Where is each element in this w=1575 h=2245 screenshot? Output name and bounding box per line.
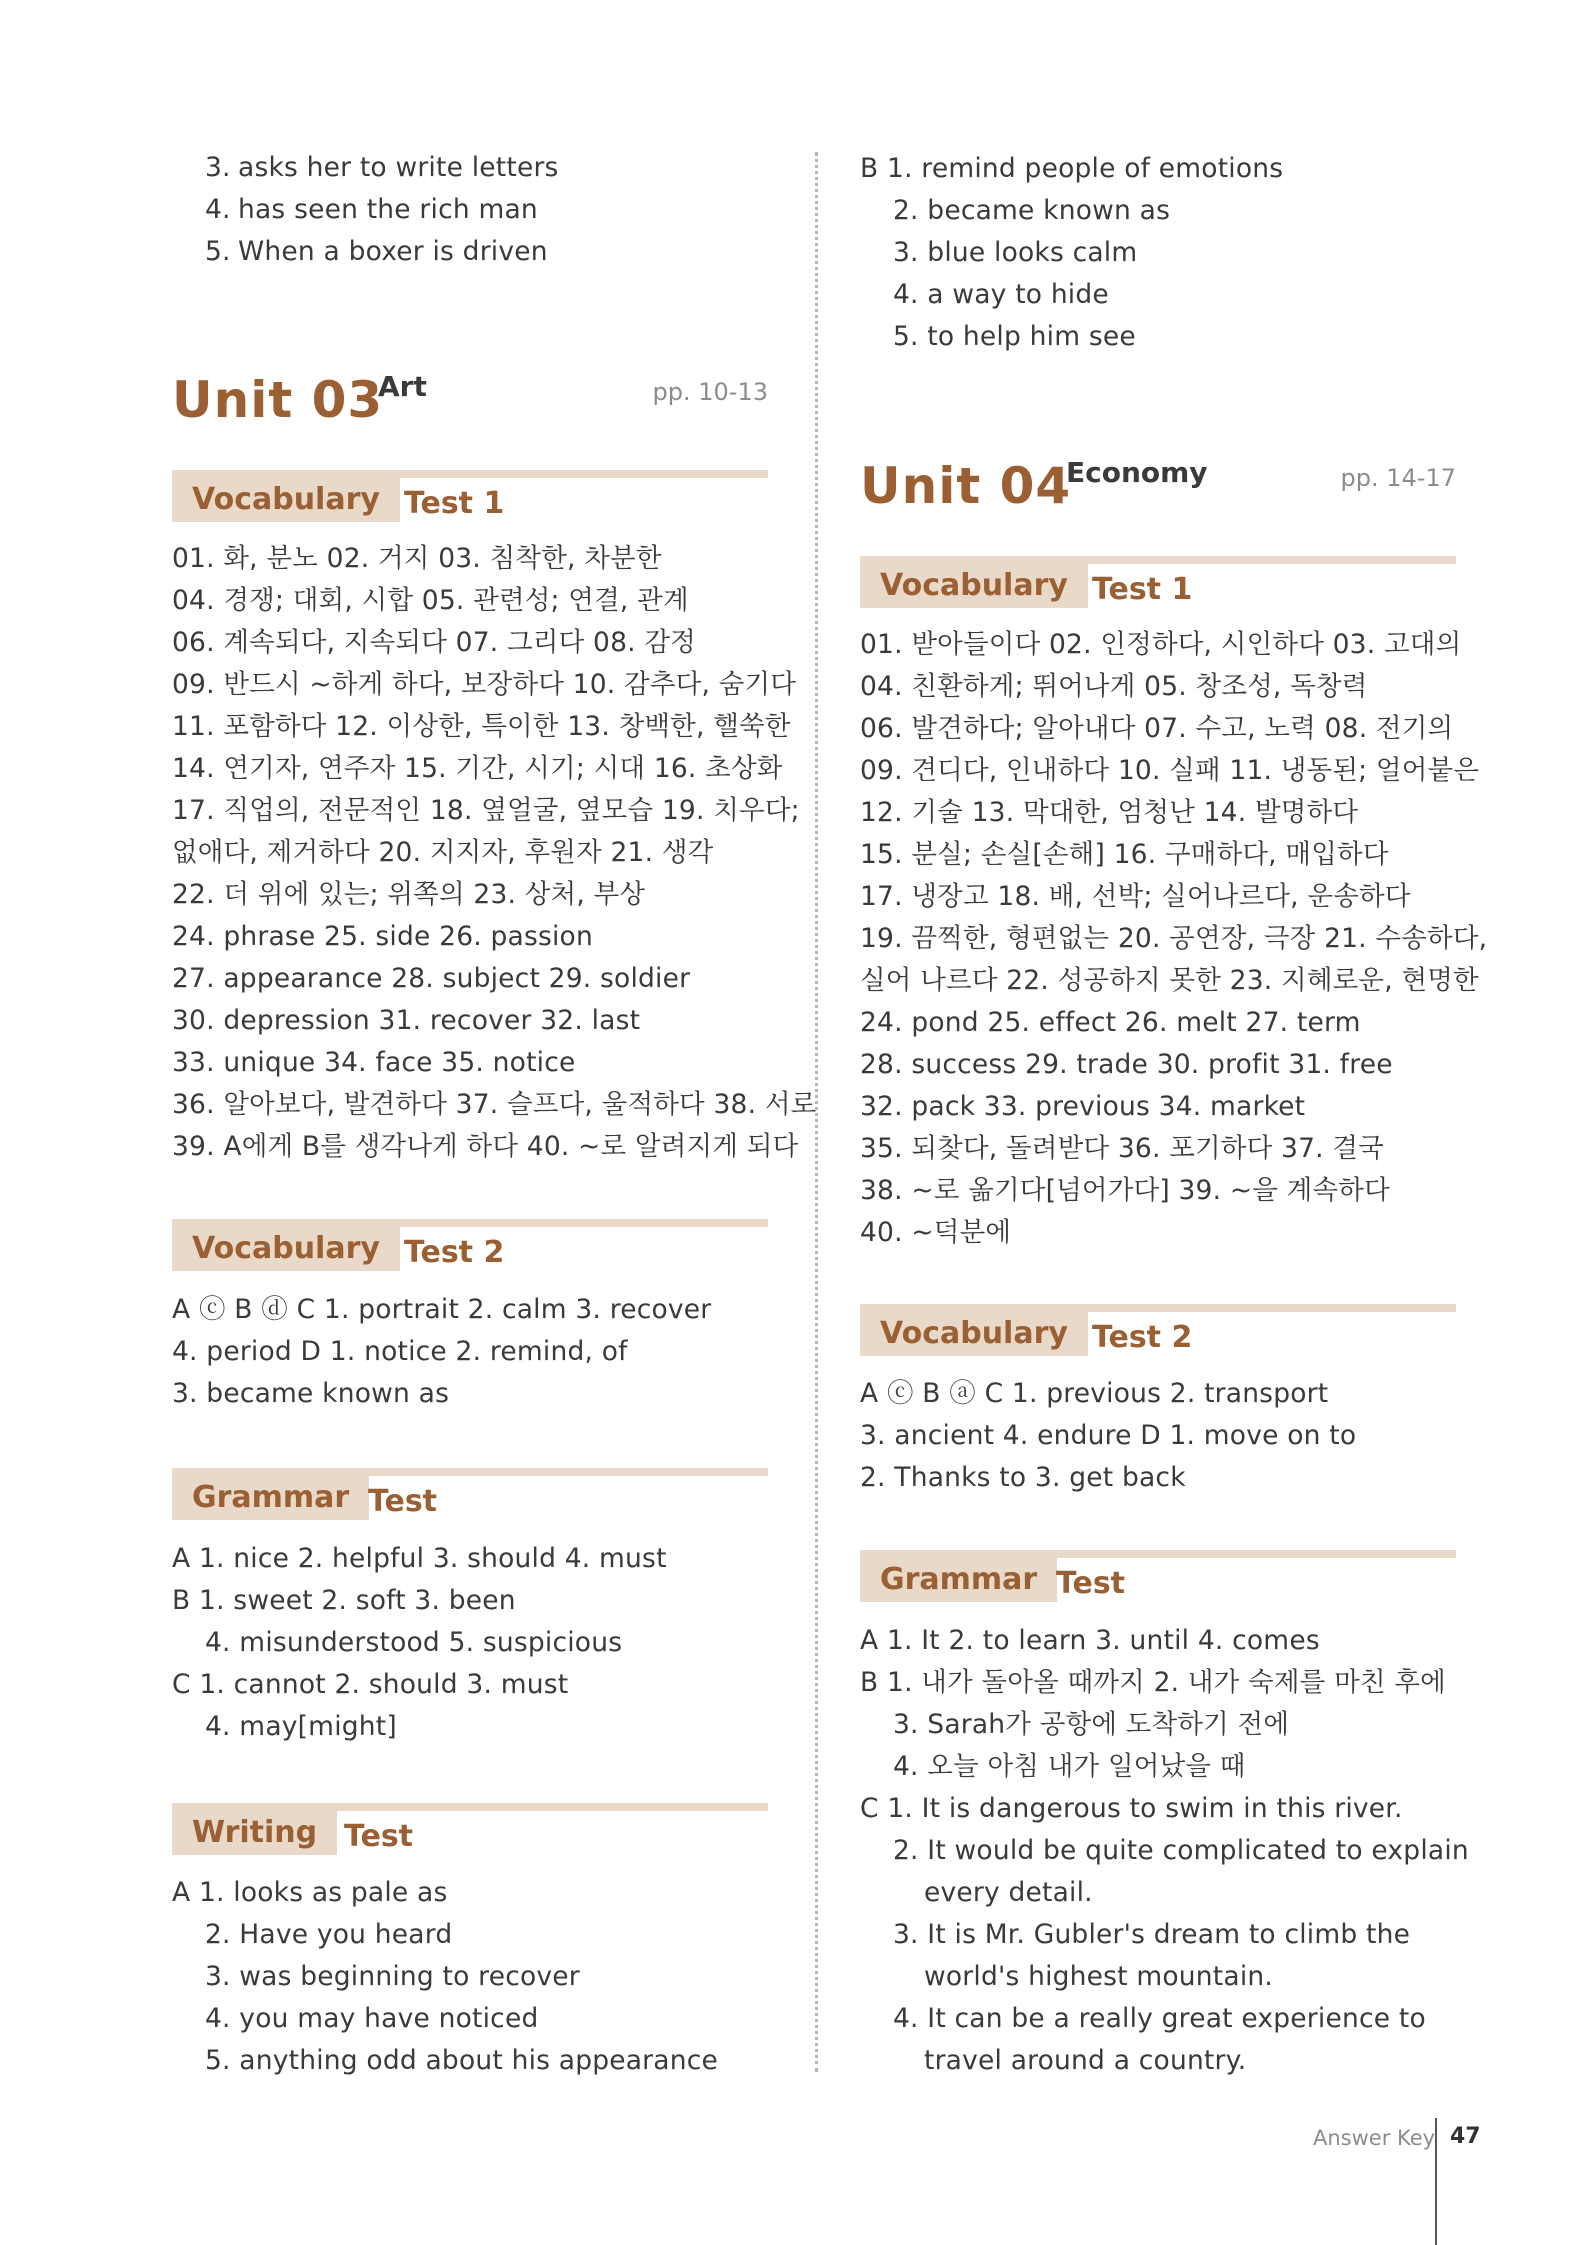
unit-topic: Art [378, 370, 427, 403]
section-header-vocabulary-test-2 [860, 1304, 1456, 1360]
answer-line: 11. 포함하다 12. 이상한, 특이한 13. 창백한, 핼쑥한 [172, 711, 791, 742]
answer-line: 3. became known as [172, 1378, 450, 1409]
answer-line: B 1. sweet 2. soft 3. been [172, 1585, 516, 1616]
section-bar [172, 470, 768, 478]
answer-line: 01. 받아들이다 02. 인정하다, 시인하다 03. 고대의 [860, 629, 1462, 660]
section-tab: Vocabulary [860, 564, 1088, 608]
answer-line: 2. Thanks to 3. get back [860, 1462, 1186, 1493]
unit-title: Unit 03 [172, 371, 384, 429]
answer-line: travel around a country. [924, 2045, 1247, 2076]
answer-line: 4. It can be a really great experience to [893, 2003, 1426, 2034]
answer-line: B 1. 내가 돌아올 때까지 2. 내가 숙제를 마친 후에 [860, 1667, 1446, 1698]
answer-line: 04. 경쟁; 대회, 시합 05. 관련성; 연결, 관계 [172, 585, 689, 616]
answer-line: 2. Have you heard [205, 1919, 453, 1950]
answer-line: 2. It would be quite complicated to explain [893, 1835, 1469, 1866]
answer-line: asks her to write letters [238, 152, 559, 183]
answer-line: 3. Sarah가 공항에 도착하기 전에 [893, 1709, 1290, 1740]
answer-line: 12. 기술 13. 막대한, 엄청난 14. 발명하다 [860, 797, 1359, 828]
answer-line: 09. 견디다, 인내하다 10. 실패 11. 냉동된; 얼어붙은 [860, 755, 1480, 786]
unit-topic: Economy [1066, 456, 1208, 489]
answer-line: 04. 친환하게; 뛰어나게 05. 창조성, 독창력 [860, 671, 1368, 702]
section-bar [172, 1803, 768, 1811]
answer-line: 5. [205, 236, 231, 267]
answer-line: has seen the rich man [238, 194, 538, 225]
answer-line: 4. you may have noticed [205, 2003, 539, 2034]
answer-line: 39. A에게 B를 생각나게 하다 40. ~로 알려지게 되다 [172, 1131, 799, 1162]
answer-line: 4. misunderstood 5. suspicious [205, 1627, 623, 1658]
section-tab: Grammar [860, 1558, 1057, 1602]
answer-line: 33. unique 34. face 35. notice [172, 1047, 576, 1078]
column-divider [815, 152, 818, 2072]
unit-header [172, 368, 768, 438]
answer-line: 4. [205, 194, 231, 225]
answer-line: 30. depression 31. recover 32. last [172, 1005, 641, 1036]
answer-line: 27. appearance 28. subject 29. soldier [172, 963, 691, 994]
answer-line: A 1. nice 2. helpful 3. should 4. must [172, 1543, 667, 1574]
footer-divider [1435, 2118, 1437, 2245]
section-header-grammar-test [860, 1550, 1456, 1606]
unit-pages: pp. 14-17 [1340, 464, 1456, 492]
section-test-label: Test 2 [1092, 1320, 1193, 1355]
answer-line: B 1. remind people of emotions [860, 153, 1284, 184]
section-tab: Vocabulary [172, 1227, 400, 1271]
answer-line: C 1. cannot 2. should 3. must [172, 1669, 569, 1700]
answer-line: 5. to help him see [893, 321, 1136, 352]
section-bar [860, 1550, 1456, 1558]
answer-line: 17. 직업의, 전문적인 18. 옆얼굴, 옆모습 19. 치우다; [172, 795, 800, 826]
answer-line: 2. became known as [893, 195, 1171, 226]
answer-line: 22. 더 위에 있는; 위쪽의 23. 상처, 부상 [172, 879, 646, 910]
answer-line: 4. may[might] [205, 1711, 397, 1742]
answer-line: 01. 화, 분노 02. 거지 03. 침착한, 차분한 [172, 543, 662, 574]
section-tab: Vocabulary [860, 1312, 1088, 1356]
answer-line: 3. blue looks calm [893, 237, 1138, 268]
unit-header [860, 454, 1456, 524]
answer-line: 4. period D 1. notice 2. remind, of [172, 1336, 628, 1367]
section-test-label: Test [368, 1484, 438, 1519]
answer-line: 없애다, 제거하다 20. 지지자, 후원자 21. 생각 [172, 837, 714, 868]
section-test-label: Test 1 [404, 486, 505, 521]
unit-pages: pp. 10-13 [652, 378, 768, 406]
answer-line: 28. success 29. trade 30. profit 31. free [860, 1049, 1393, 1080]
answer-line: 4. a way to hide [893, 279, 1109, 310]
answer-line: 5. anything odd about his appearance [205, 2045, 718, 2076]
page-number: 47 [1450, 2124, 1481, 2149]
answer-line: 17. 냉장고 18. 배, 선박; 실어나르다, 운송하다 [860, 881, 1411, 912]
section-test-label: Test 1 [1092, 572, 1193, 607]
answer-line: 09. 반드시 ~하게 하다, 보장하다 10. 감추다, 숨기다 [172, 669, 797, 700]
answer-line: 38. ~로 옮기다[넘어가다] 39. ~을 계속하다 [860, 1175, 1390, 1206]
section-test-label: Test [344, 1819, 414, 1854]
answer-line: world's highest mountain. [924, 1961, 1274, 1992]
answer-line: 24. pond 25. effect 26. melt 27. term [860, 1007, 1361, 1038]
answer-line: 24. phrase 25. side 26. passion [172, 921, 593, 952]
answer-line: 15. 분실; 손실[손해] 16. 구매하다, 매입하다 [860, 839, 1389, 870]
section-header-grammar-test [172, 1468, 768, 1524]
answer-line: 32. pack 33. previous 34. market [860, 1091, 1306, 1122]
section-header-vocabulary-test-1 [172, 470, 768, 526]
unit-title: Unit 04 [860, 457, 1072, 515]
section-tab: Grammar [172, 1476, 369, 1520]
section-header-vocabulary-test-1 [860, 556, 1456, 612]
answer-line: C 1. It is dangerous to swim in this river. [860, 1793, 1403, 1824]
answer-line: 19. 끔찍한, 형편없는 20. 공연장, 극장 21. 수송하다, [860, 923, 1488, 954]
section-bar [860, 556, 1456, 564]
answer-line: 3. was beginning to recover [205, 1961, 580, 1992]
answer-line: 36. 알아보다, 발견하다 37. 슬프다, 울적하다 38. 서로 [172, 1089, 817, 1120]
footer-label: Answer Key [1313, 2126, 1436, 2150]
answer-line: 14. 연기자, 연주자 15. 기간, 시기; 시대 16. 초상화 [172, 753, 783, 784]
answer-line: 3. It is Mr. Gubler's dream to climb the [893, 1919, 1411, 1950]
section-test-label: Test 2 [404, 1235, 505, 1270]
answer-line: 35. 되찾다, 돌려받다 36. 포기하다 37. 결국 [860, 1133, 1384, 1164]
section-tab: Writing [172, 1811, 337, 1855]
section-test-label: Test [1056, 1566, 1126, 1601]
answer-line: 실어 나르다 22. 성공하지 못한 23. 지혜로운, 현명한 [860, 965, 1479, 996]
answer-line: 3. [205, 152, 231, 183]
answer-line: 40. ~덕분에 [860, 1217, 1012, 1248]
section-header-vocabulary-test-2 [172, 1219, 768, 1275]
answer-line: 06. 발견하다; 알아내다 07. 수고, 노력 08. 전기의 [860, 713, 1454, 744]
answer-line: 3. ancient 4. endure D 1. move on to [860, 1420, 1357, 1451]
section-bar [172, 1468, 768, 1476]
answer-line: A 1. It 2. to learn 3. until 4. comes [860, 1625, 1320, 1656]
answer-line: every detail. [924, 1877, 1093, 1908]
answer-line: When a boxer is driven [238, 236, 548, 267]
section-bar [172, 1219, 768, 1227]
answer-line: 06. 계속되다, 지속되다 07. 그리다 08. 감정 [172, 627, 696, 658]
section-header-writing-test [172, 1803, 768, 1859]
answer-line: A ⓒ B ⓐ C 1. previous 2. transport [860, 1378, 1329, 1409]
section-tab: Vocabulary [172, 478, 400, 522]
answer-line: 4. 오늘 아침 내가 일어났을 때 [893, 1751, 1246, 1782]
answer-line: A 1. looks as pale as [172, 1877, 448, 1908]
answer-line: A ⓒ B ⓓ C 1. portrait 2. calm 3. recover [172, 1294, 712, 1325]
section-bar [860, 1304, 1456, 1312]
